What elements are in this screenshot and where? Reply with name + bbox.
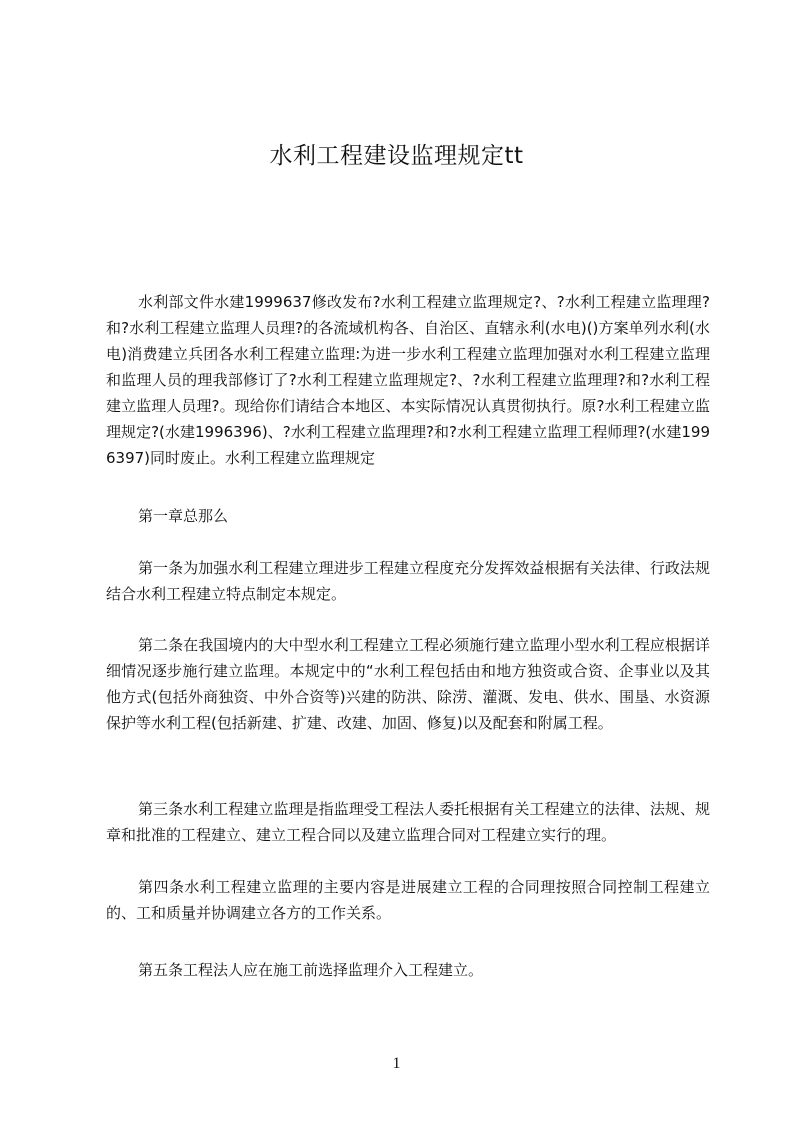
article-4-paragraph: 第四条水利工程建立监理的主要内容是进展建立工程的合同理按照合同控制工程建立的、工和质量并协调建立各方的工作关系。 bbox=[106, 878, 710, 922]
document-title: 水利工程建设监理规定tt bbox=[269, 143, 524, 169]
chapter-heading: 第一章总那么 bbox=[138, 507, 229, 525]
article-3-paragraph: 第三条水利工程建立监理是指监理受工程法人委托根据有关工程建立的法律、法规、规章和批准的工程建立、建立工程合同以及建立监理合同对工程建立实行的理。 bbox=[106, 800, 710, 844]
page-number: 1 bbox=[392, 1055, 401, 1072]
article-5-paragraph: 第五条工程法人应在施工前选择监理介入工程建立。 bbox=[138, 961, 484, 979]
article-1-paragraph: 第一条为加强水利工程建立理进步工程建立程度充分发挥效益根据有关法律、行政法规结合水利工程建立特点制定本规定。 bbox=[106, 559, 710, 603]
article-2-paragraph: 第二条在我国境内的大中型水利工程建立工程必须施行建立监理小型水利工程应根据详细情况逐步施行建立监理。本规定中的“水利工程包括由和地方独资或合资、企事业以及其他方式(包括外商独资、中外合资等)兴建的防洪、除涝、灌溉、发电、供水、围垦、水资源保护等水利工程(包括新建、扩建、改建、加固、修复)以及配套和附属工程。 bbox=[106, 636, 710, 732]
intro-paragraph: 水利部文件水建1999637修改发布?水利工程建立监理规定?、?水利工程建立监理理?和?水利工程建立监理人员理?的各流域机构各、自治区、直辖永利(水电)()方案单列水利(水电)消费建立兵团各水利工程建立监理:为进一步水利工程建立监理加强对水利工程建立监理和监理人员的理我部修订了?水利工程建立监理规定?、?水利工程建立监理理?和?水利工程建立监理人员理?。现给你们请结合本地区、本实际情况认真贯彻执行。原?水利工程建立监理规定?(水建1996396)、?水利工程建立监理理?和?水利工程建立监理工程师理?(水建1996397)同时废止。水利工程建立监理规定 bbox=[106, 293, 710, 467]
